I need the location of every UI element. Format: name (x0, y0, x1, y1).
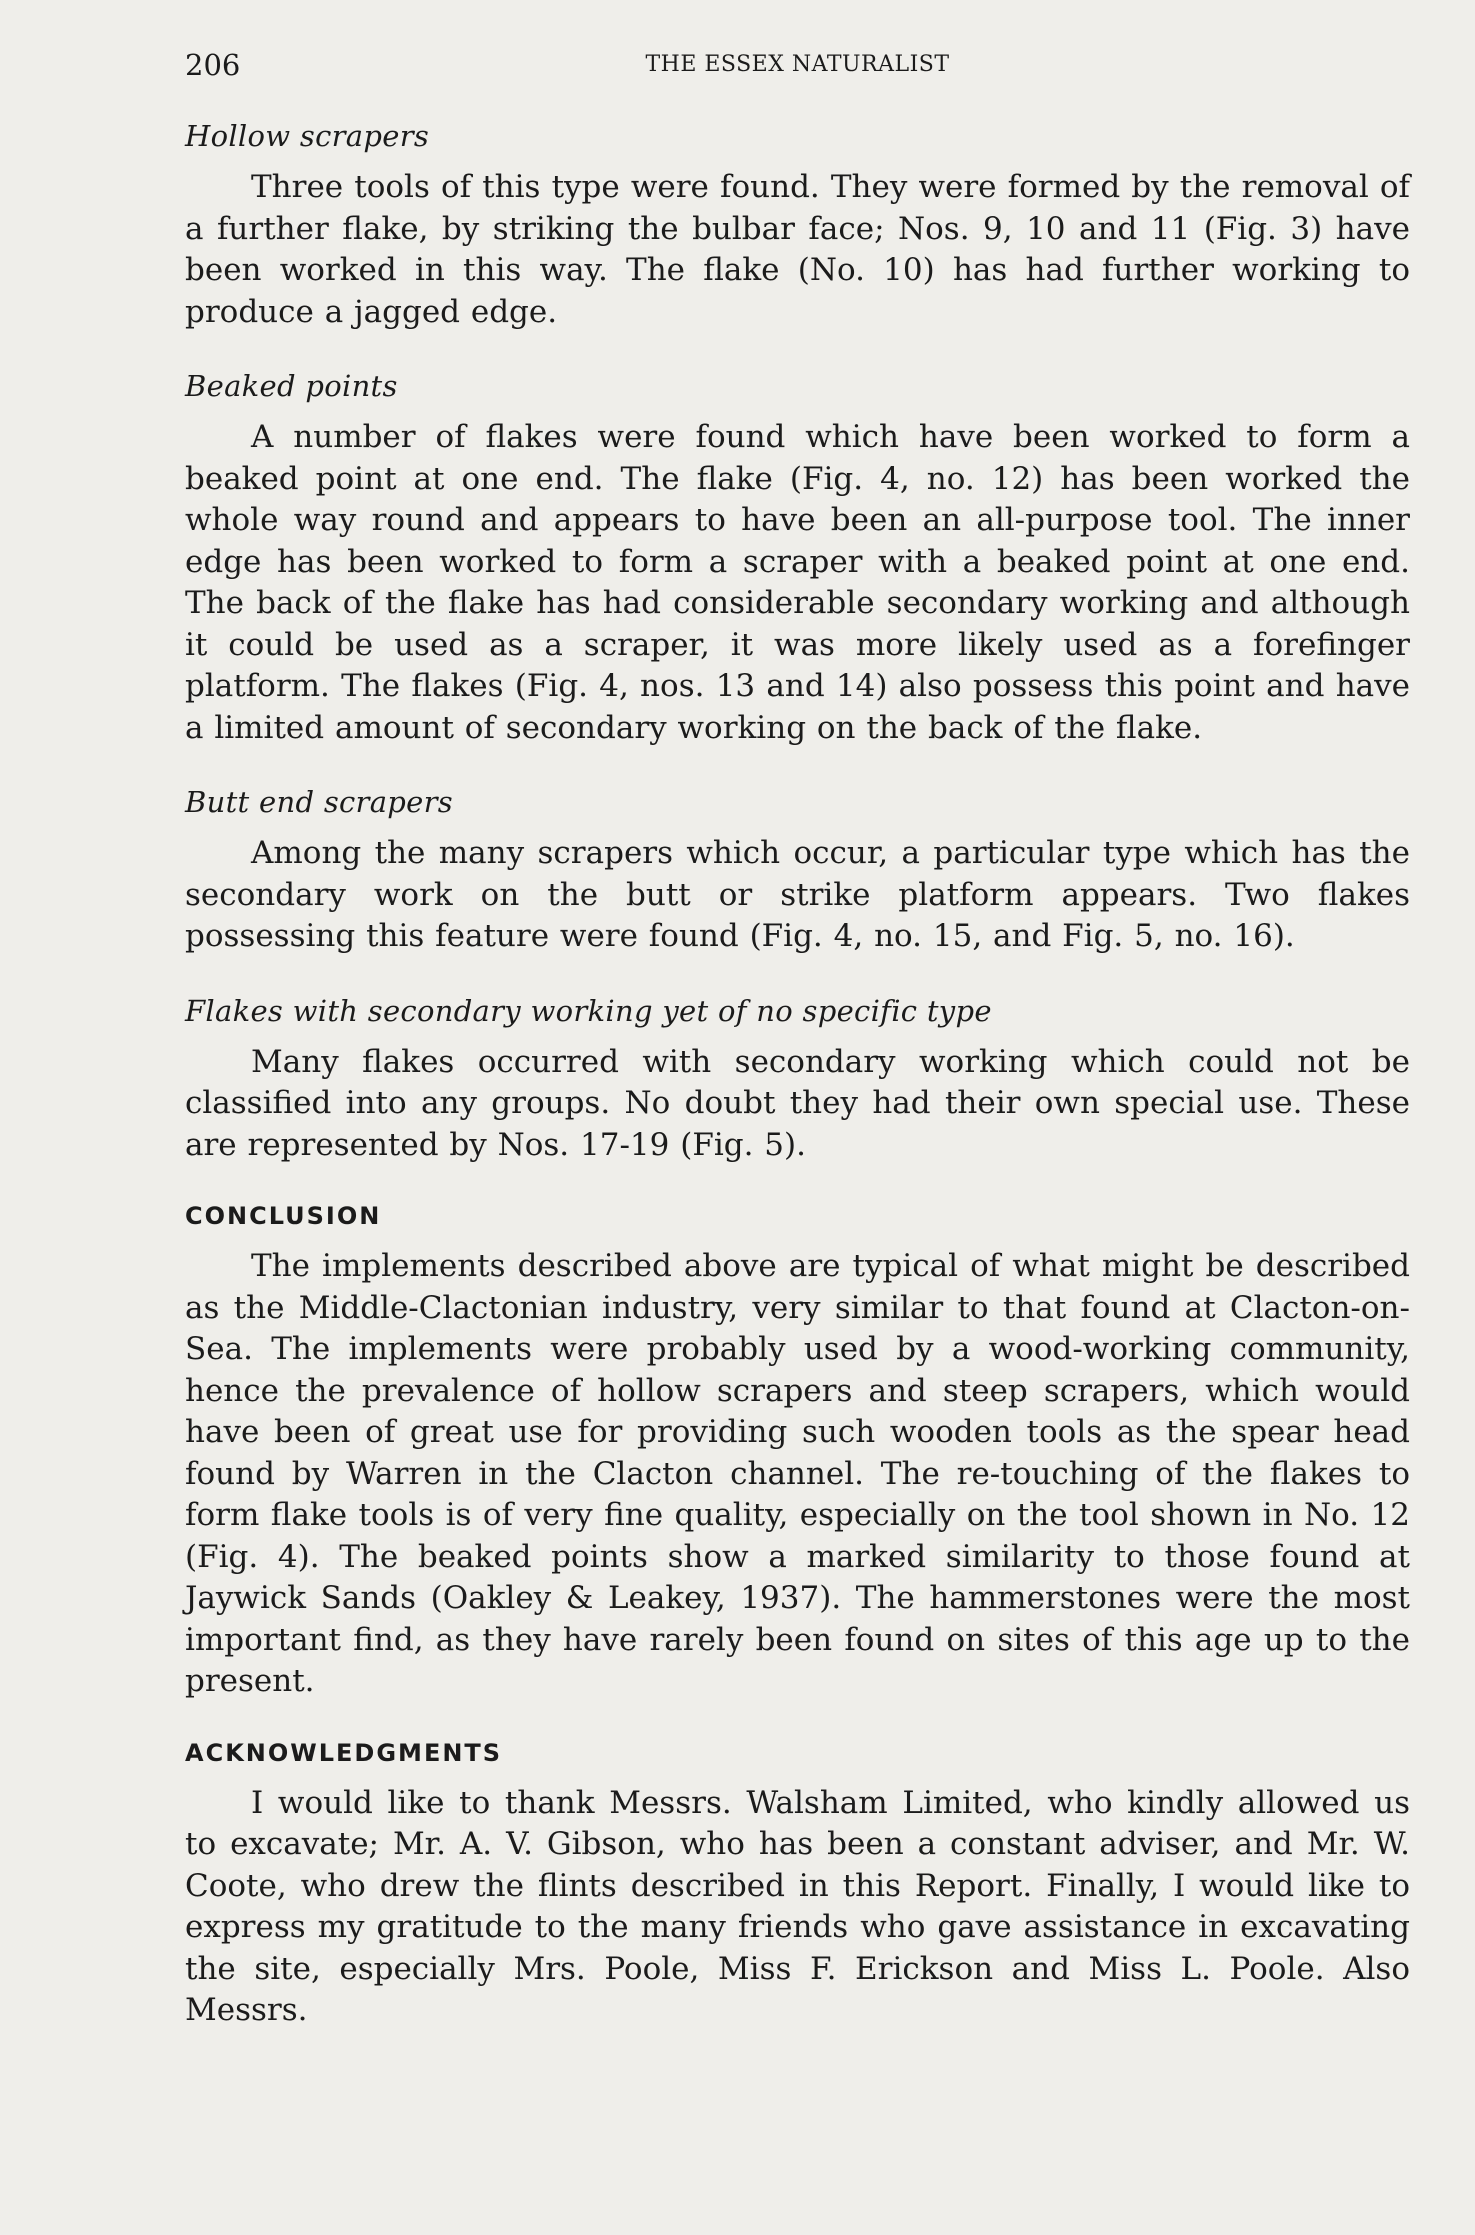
heading-conclusion: CONCLUSION (185, 1202, 382, 1230)
heading-acknowledgments: ACKNOWLEDGMENTS (185, 1738, 503, 1767)
subheading-butt-end-scrapers: Butt end scrapers (185, 785, 453, 819)
page-number: 206 (185, 48, 241, 82)
paragraph-flakes-secondary-working: Many flakes occurred with secondary working which could not be classified into any groups. No doubt they had their own special use. These are represented by Nos. 17-19 (Fig. 5). (185, 1043, 1410, 1163)
running-head (185, 48, 1410, 88)
subheading-flakes-secondary-working: Flakes with secondary working yet of no specific type (185, 993, 992, 1028)
section-conclusion (185, 1198, 1410, 1703)
paragraph-acknowledgments: I would like to thank Messrs. Walsham Limited, who kindly allowed us to excavate; Mr. A. V. Gibson, who has been a constant adviser, and Mr. W. Coote, who drew the flints described in this Report. Finally, I would like to express my gratitude to the many friends who gave assistance in excavating the site, especially Mrs. Poole, Miss F. Erickson and Miss L. Poole. Also Messrs. (185, 1784, 1410, 2028)
section-beaked-points (185, 365, 1410, 749)
subheading-hollow-scrapers: Hollow scrapers (185, 119, 430, 153)
journal-title: THE ESSEX NATURALIST (645, 52, 950, 77)
section-flakes-secondary-working (185, 990, 1410, 1167)
paragraph-beaked-points: A number of flakes were found which have been worked to form a beaked point at one end. The flake (Fig. 4, no. 12) has been worked the whole way round and appears to have been an all-purpose tool. The inner edge has been worked to form a scraper with a beaked point at one end. The back of the flake has had considerable secondary working and although it could be used as a scraper, it was more likely used as a forefinger platform. The flakes (Fig. 4, nos. 13 and 14) also possess this point and have a limited amount of secondary working on the back of the flake. (185, 419, 1410, 746)
section-acknowledgments (185, 1735, 1410, 2032)
section-hollow-scrapers (185, 115, 1410, 333)
page-body (185, 115, 1410, 2032)
paragraph-conclusion: The implements described above are typical of what might be described as the Middle-Clactonian industry, very similar to that found at Clacton-on-Sea. The implements were probably used by a wood-working community, hence the prevalence of hollow scrapers and steep scrapers, which would have been of great use for providing such wooden tools as the spear head found by Warren in the Clacton channel. The re-touching of the flakes to form flake tools is of very fine quality, especially on the tool shown in No. 12 (Fig. 4). The beaked points show a marked similarity to those found at Jaywick Sands (Oakley & Leakey, 1937). The hammerstones were the most important find, as they have rarely been found on sites of this age up to the present. (185, 1248, 1410, 1699)
section-butt-end-scrapers (185, 781, 1410, 958)
paragraph-hollow-scrapers: Three tools of this type were found. They were formed by the removal of a further flake, by striking the bulbar face; Nos. 9, 10 and 11 (Fig. 3) have been worked in this way. The flake (No. 10) has had further working to produce a jagged edge. (185, 169, 1410, 330)
paragraph-butt-end-scrapers: Among the many scrapers which occur, a particular type which has the secondary work on the butt or strike platform appears. Two flakes possessing this feature were found (Fig. 4, no. 15, and Fig. 5, no. 16). (185, 835, 1410, 954)
subheading-beaked-points: Beaked points (185, 369, 398, 403)
